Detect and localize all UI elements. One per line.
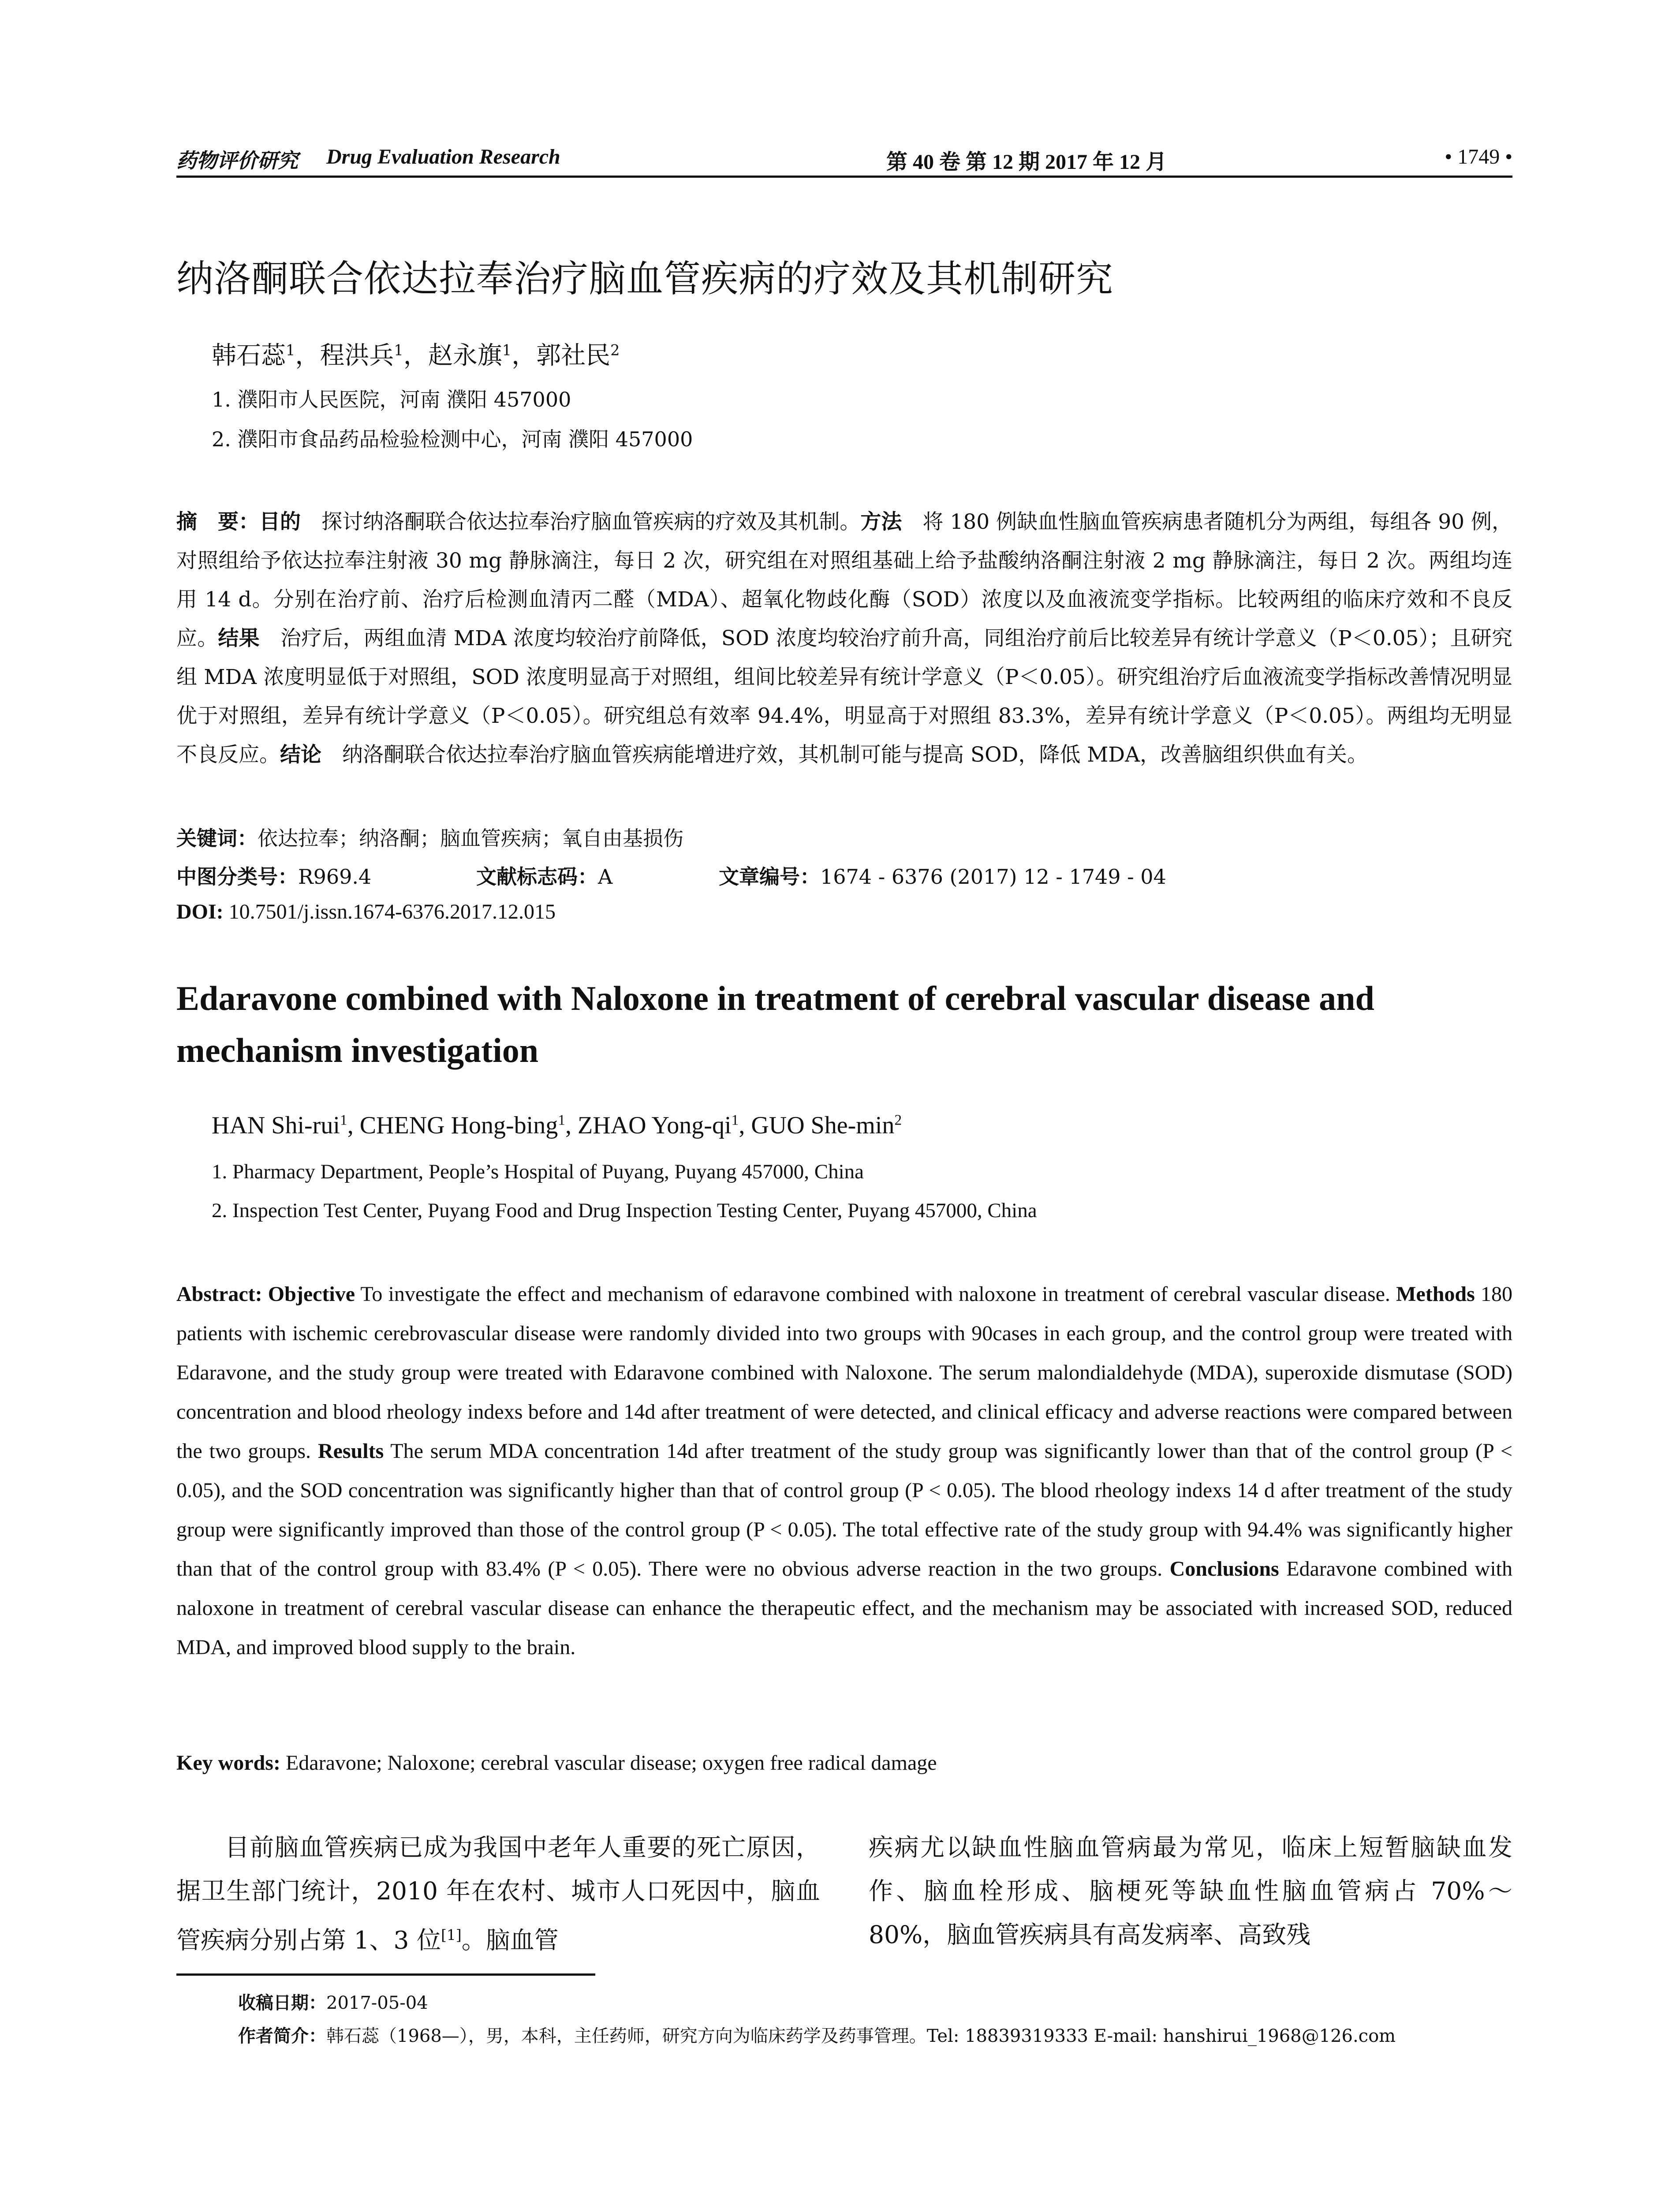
bio-label: 作者简介： xyxy=(238,2026,326,2046)
bio-text: 韩石蕊（1968—），男，本科，主任药师，研究方向为临床药学及药事管理。Tel: 18839319333 E-mail: hanshirui_1968@126.com xyxy=(326,2026,1396,2046)
authors-en xyxy=(212,1111,902,1140)
authors-cn xyxy=(212,336,620,371)
results-label: Results xyxy=(317,1439,384,1463)
keywords-cn xyxy=(176,822,683,852)
author-name: , CHENG Hong-bing xyxy=(347,1112,558,1139)
abstract-en xyxy=(176,1274,1512,1667)
abstract-objective-label: Abstract: Objective xyxy=(176,1282,355,1306)
author-affil: 1 xyxy=(394,341,403,359)
clc-value: R969.4 xyxy=(298,865,372,889)
title-cn: 纳洛酮联合依达拉奉治疗脑血管疾病的疗效及其机制研究 xyxy=(176,257,1114,300)
author-name: , ZHAO Yong-qi xyxy=(565,1112,732,1139)
affiliation-cn-1: 1. 濮阳市人民医院，河南 濮阳 457000 xyxy=(212,388,571,411)
author-name: 赵永旗 xyxy=(428,341,502,370)
author-name: HAN Shi-rui xyxy=(212,1112,340,1139)
author-affil: 1 xyxy=(340,1112,347,1129)
author-affil: 1 xyxy=(502,341,512,359)
keywords-text: Edaravone; Naloxone; cerebral vascular disease; oxygen free radical damage xyxy=(280,1751,937,1775)
footnote-bio xyxy=(238,2022,1396,2047)
abstract-label: 摘 要： xyxy=(176,510,260,534)
body-text: 目前脑血管疾病已成为我国中老年人重要的死亡原因，据卫生部门统计，2010 年在农村、城市人口死因中，脑血管疾病分别占第 1、3 位 xyxy=(176,1833,820,1955)
keywords-text: 依达拉奉；纳洛酮；脑血管疾病；氧自由基损伤 xyxy=(258,826,683,850)
doi-value: 10.7501/j.issn.1674-6376.2017.12.015 xyxy=(223,900,556,923)
footnote-rule xyxy=(176,1973,595,1976)
body-column-left xyxy=(176,1826,820,1962)
doc-label: 文献标志码： xyxy=(476,865,598,889)
methods-text: 180 patients with ischemic cerebrovascular disease were randomly divided into two groups with 90cases in each group, and the control group were treated with Edaravone, and the study group were treated with Edaravone combined with Naloxone. The serum malondialdehyde (MDA), superoxide dismutase (SOD) concentration and blood rheology indexs before and 14d after treatment of were detected, and clinical efficacy and adverse reactions were compared between the two groups. xyxy=(176,1282,1513,1463)
body-text: 。脑血管 xyxy=(461,1926,559,1955)
art-value: 1674 - 6376 (2017) 12 - 1749 - 04 xyxy=(820,865,1166,889)
citation-ref: [1] xyxy=(441,1926,462,1943)
methods-label: 方法 xyxy=(860,510,902,534)
conclusion-label: 结论 xyxy=(280,743,321,767)
author-name: 程洪兵 xyxy=(320,341,394,370)
issue-info: 第 40 卷 第 12 期 2017 年 12 月 xyxy=(886,150,1167,174)
conclusions-text: Edaravone combined with naloxone in treatment of cerebral vascular disease can enhance the therapeutic effect, and the mechanism may be associated with increased SOD, reduced MDA, and improved blood supply to the brain. xyxy=(176,1557,1512,1659)
author-name: 郭社民 xyxy=(536,341,611,370)
art-label: 文章编号： xyxy=(719,865,820,889)
article-number xyxy=(719,861,1166,890)
author-affil: 2 xyxy=(894,1112,902,1129)
results-text: The serum MDA concentration 14d after treatment of the study group was significantly lower than that of the control group (P < 0.05), and the SOD concentration was significantly higher than that of control group (P < 0.05). The blood rheology indexs 14 d after treatment of the study group were significantly improved than those of the control group (P < 0.05). The total effective rate of the study group with 94.4% was significantly higher than that of the control group with 83.4% (P < 0.05). There were no obvious adverse reaction in the two groups. xyxy=(176,1439,1512,1581)
affiliation-cn-2: 2. 濮阳市食品药品检验检测中心，河南 濮阳 457000 xyxy=(212,427,693,451)
doi-line xyxy=(176,900,556,924)
objective-text: 探讨纳洛酮联合依达拉奉治疗脑血管疾病的疗效及其机制。 xyxy=(301,510,861,534)
running-header xyxy=(176,140,1512,178)
doi-label: DOI: xyxy=(176,900,224,923)
author-sep: ， xyxy=(511,341,537,370)
author-name: , GUO She-min xyxy=(739,1112,895,1139)
journal-name: Drug Evaluation Research xyxy=(326,145,560,168)
author-affil: 1 xyxy=(731,1112,739,1129)
keywords-label: 关键词： xyxy=(176,826,258,850)
conclusion-text: 纳洛酮联合依达拉奉治疗脑血管疾病能增进疗效，其机制可能与提高 SOD，降低 MDA，改善脑组织供血有关。 xyxy=(321,743,1368,767)
affiliation-en-1: 1. Pharmacy Department, People’s Hospital of Puyang, Puyang 457000, China xyxy=(212,1160,864,1183)
methods-label: Methods xyxy=(1396,1282,1475,1306)
title-en: Edaravone combined with Naloxone in treatment of cerebral vascular disease and mechanism investigation xyxy=(176,979,1374,1069)
abstract-cn xyxy=(176,503,1512,774)
author-sep: ， xyxy=(295,341,320,370)
author-name: 韩石蕊 xyxy=(212,341,286,370)
conclusions-label: Conclusions xyxy=(1169,1557,1279,1581)
author-sep: ， xyxy=(403,341,428,370)
keywords-label: Key words: xyxy=(176,1751,280,1775)
author-affil: 2 xyxy=(610,341,620,359)
classification-line xyxy=(176,861,1512,890)
keywords-en xyxy=(176,1751,1512,1775)
clc-label: 中图分类号： xyxy=(176,865,298,889)
author-affil: 1 xyxy=(558,1112,566,1129)
footnote-received xyxy=(238,1989,428,2014)
results-label: 结果 xyxy=(218,626,260,650)
affiliation-en-2: 2. Inspection Test Center, Puyang Food and Drug Inspection Testing Center, Puyang 457000, China xyxy=(212,1199,1037,1222)
results-text: 治疗后，两组血清 MDA 浓度均较治疗前降低，SOD 浓度均较治疗前升高，同组治疗前后比较差异有统计学意义（P＜0.05）；且研究组 MDA 浓度明显低于对照组，SOD 浓度明显高于对照组，组间比较差异有统计学意义（P＜0.05）。研究组治疗后血液流变学指标改善情况明显优于对照组，差异有统计学意义（P＜0.05）。研究组总有效率 94.4%，明显高于对照组 83.3%，差异有统计学意义（P＜0.05）。两组均无明显不良反应。 xyxy=(176,626,1512,767)
methods-text: 将 180 例缺血性脑血管疾病患者随机分为两组，每组各 90 例，对照组给予依达拉奉注射液 30 mg 静脉滴注，每日 2 次，研究组在对照组基础上给予盐酸纳洛酮注射液 2 mg 静脉滴注，每日 2 次。两组均连用 14 d。分别在治疗前、治疗后检测血清丙二醛（MDA）、超氧化物歧化酶（SOD）浓度以及血液流变学指标。比较两组的临床疗效和不良反应。 xyxy=(176,510,1513,650)
journal-logo-cn: 药物评价研究 xyxy=(176,149,298,172)
received-label: 收稿日期： xyxy=(238,1993,326,2013)
body-column-right: 疾病尤以缺血性脑血管病最为常见，临床上短暂脑缺血发作、脑血栓形成、脑梗死等缺血性脑血管病占 70%～80%，脑血管疾病具有高发病率、高致残 xyxy=(869,1833,1512,1949)
objective-text: To investigate the effect and mechanism of edaravone combined with naloxone in treatment of cerebral vascular disease. xyxy=(355,1282,1396,1306)
received-date: 2017-05-04 xyxy=(326,1993,428,2013)
page-number: • 1749 • xyxy=(1445,145,1512,168)
objective-label: 目的 xyxy=(259,510,301,534)
author-affil: 1 xyxy=(286,341,295,359)
doc-value: A xyxy=(598,865,613,889)
doc-code xyxy=(476,861,612,890)
